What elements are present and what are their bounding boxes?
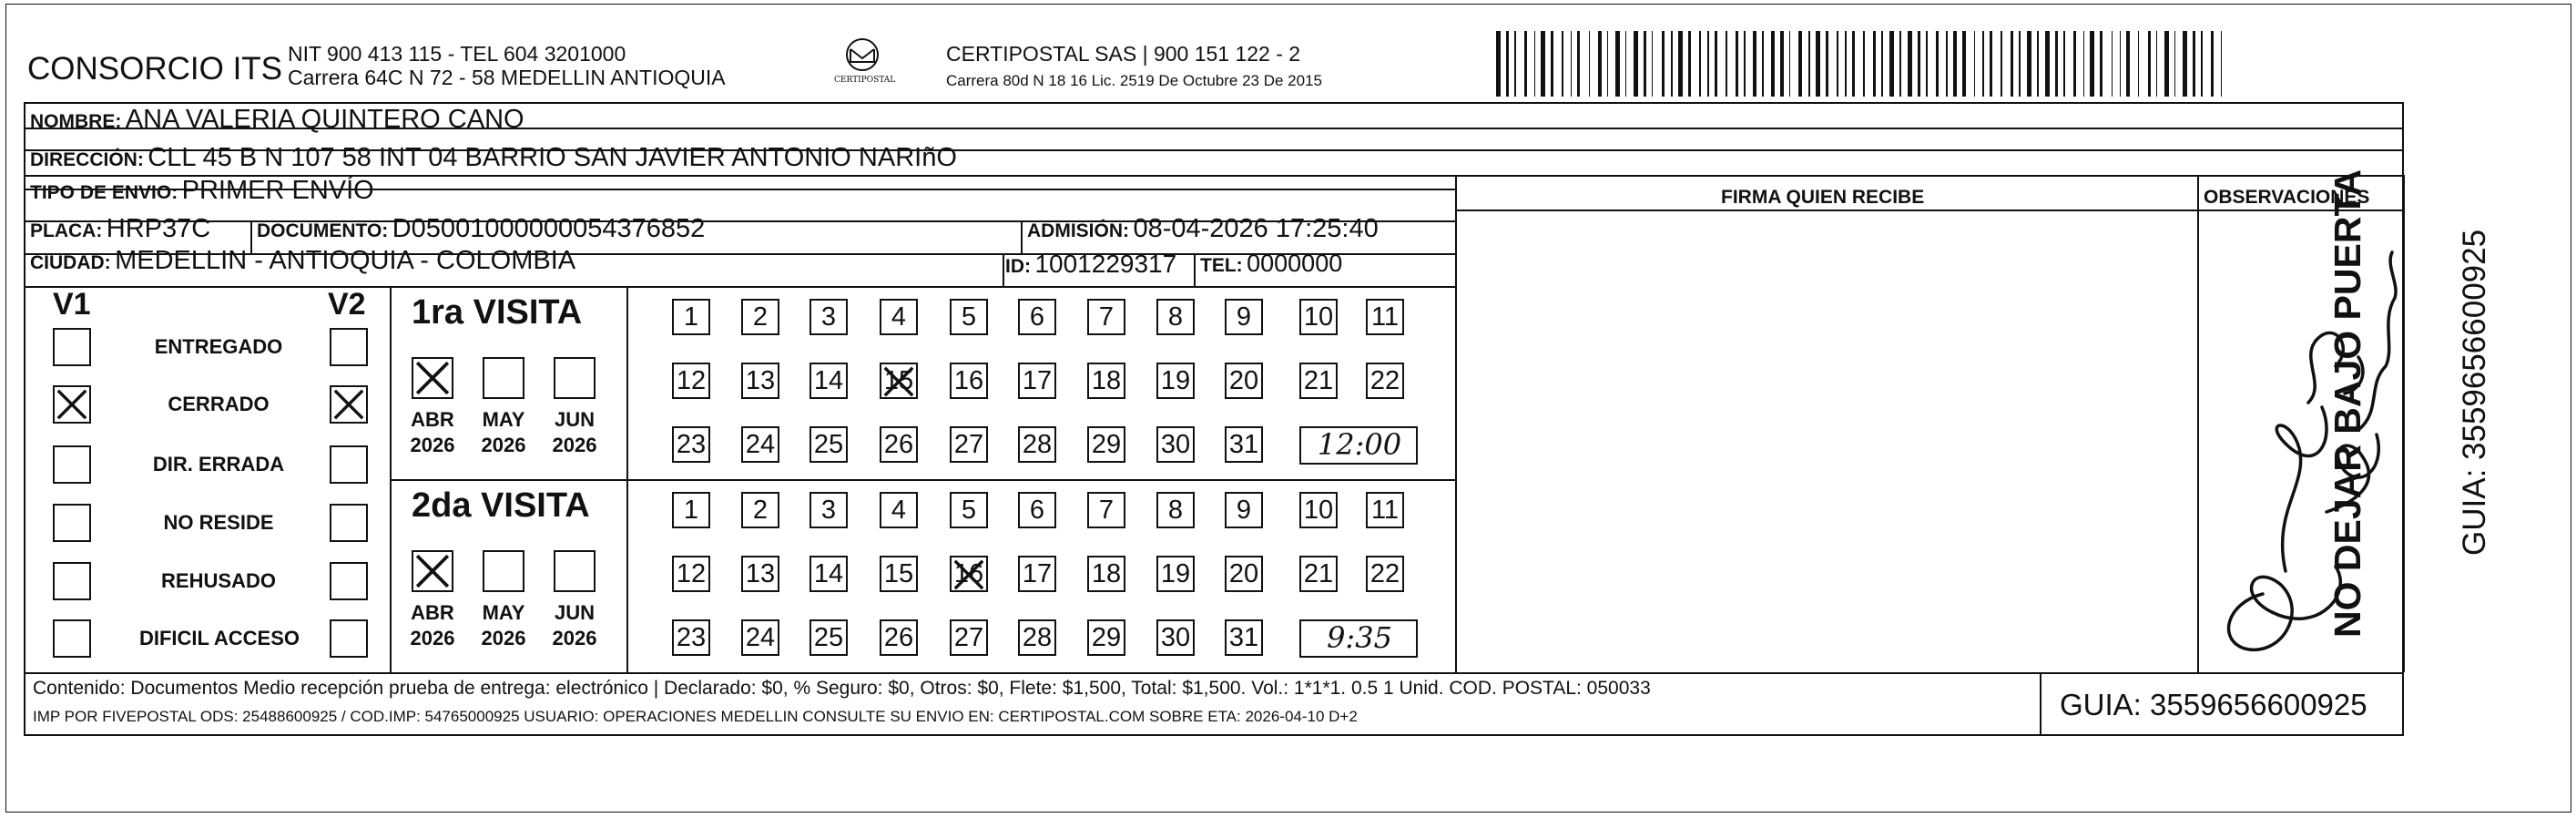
barcode-bar <box>1982 31 1984 97</box>
x-mark-icon <box>952 557 986 592</box>
barcode-bar <box>1837 31 1838 97</box>
barcode-bar <box>1652 31 1654 97</box>
tel-value: 0000000 <box>1247 250 1343 277</box>
month-year: 2026 <box>481 627 526 649</box>
barcode-bar <box>1496 31 1501 97</box>
day-box: 1 <box>672 299 710 335</box>
day-box: 16 <box>950 556 988 592</box>
barcode-bar <box>1816 31 1820 97</box>
day-box: 22 <box>1366 556 1404 592</box>
status-v1-checkbox <box>53 504 91 542</box>
barcode-bar <box>1845 31 1847 97</box>
observaciones-header: OBSERVACIONES <box>2204 187 2370 208</box>
day-box: 14 <box>809 556 848 592</box>
x-mark-icon <box>55 387 89 422</box>
day-box: 17 <box>1018 363 1056 399</box>
ciudad-label: CIUDAD: <box>30 252 111 273</box>
barcode-bar <box>2126 31 2129 97</box>
barcode-bar <box>1889 31 1894 97</box>
barcode-bar <box>2120 31 2122 97</box>
barcode-bar <box>1852 31 1855 97</box>
month-year: 2026 <box>552 627 597 649</box>
day-box: 25 <box>809 426 848 463</box>
barcode-bar <box>2001 31 2002 97</box>
status-label: REHUSADO <box>161 569 276 592</box>
handwritten-signature <box>2199 211 2403 672</box>
ciudad-value: MEDELLIN - ANTIOQUIA - COLOMBIA <box>115 246 576 275</box>
time-box <box>1299 426 1418 465</box>
id-value: 1001229317 <box>1034 250 1177 278</box>
certipostal-logo <box>830 36 894 95</box>
barcode-bar <box>2055 31 2058 97</box>
day-box: 28 <box>1018 619 1056 656</box>
barcode-bar <box>1541 31 1545 97</box>
month-label: JUN <box>554 601 595 624</box>
handwritten-time: 12:00 <box>1317 427 1402 462</box>
barcode-bar <box>2183 31 2187 97</box>
status-label: ENTREGADO <box>154 335 283 358</box>
month-label: ABR <box>411 408 454 431</box>
barcode-bar <box>1571 31 1573 97</box>
visit-title: 2da VISITA <box>412 486 590 525</box>
day-box: 24 <box>741 426 779 463</box>
row-divider <box>390 479 1457 481</box>
barcode-bar <box>1808 31 1810 97</box>
month-year: 2026 <box>410 434 455 456</box>
v1-header: V1 <box>53 287 91 322</box>
day-box: 15 <box>880 363 918 399</box>
row-divider <box>24 175 2404 177</box>
day-box: 9 <box>1225 492 1263 528</box>
barcode-bar <box>1506 31 1509 97</box>
status-label: NO RESIDE <box>163 511 274 534</box>
documento-value: D05001000000054376852 <box>392 214 706 243</box>
barcode-bar <box>1736 31 1738 97</box>
barcode-bar <box>1634 31 1638 97</box>
month-checkbox <box>483 550 524 592</box>
day-box: 25 <box>809 619 848 656</box>
barcode-bar <box>2083 31 2085 97</box>
company-name: CONSORCIO ITS <box>27 51 283 87</box>
day-box: 6 <box>1018 492 1056 528</box>
day-box: 19 <box>1156 556 1195 592</box>
barcode-bar <box>1688 31 1691 97</box>
day-box: 12 <box>672 556 710 592</box>
day-box: 13 <box>741 556 779 592</box>
day-box: 1 <box>672 492 710 528</box>
day-box: 20 <box>1225 363 1263 399</box>
day-box: 8 <box>1156 299 1195 335</box>
carrier-info: CERTIPOSTAL SAS | 900 151 122 - 2 <box>946 42 1301 66</box>
day-box: 31 <box>1225 619 1263 656</box>
main-form-border <box>24 102 2404 736</box>
barcode-bar <box>2090 31 2094 97</box>
barcode-bar <box>1678 31 1683 97</box>
barcode-bar <box>2193 31 2195 97</box>
barcode-bar <box>1662 31 1665 97</box>
barcode-bar <box>2174 31 2176 97</box>
day-box: 7 <box>1087 492 1125 528</box>
status-v1-checkbox <box>53 385 91 424</box>
barcode-bar <box>1863 31 1865 97</box>
barcode-bar <box>2027 31 2031 97</box>
barcode-bar <box>1625 31 1627 97</box>
x-mark-icon <box>413 359 452 397</box>
barcode-bar <box>1873 31 1876 97</box>
barcode <box>1496 31 2225 97</box>
month-checkbox <box>412 357 453 399</box>
placa-row <box>30 216 210 242</box>
row-divider <box>24 286 1457 288</box>
barcode-bar <box>1615 31 1620 97</box>
day-box: 4 <box>880 299 918 335</box>
day-box: 27 <box>950 619 988 656</box>
month-checkbox <box>412 550 453 592</box>
barcode-bar <box>1899 31 1901 97</box>
day-box: 18 <box>1087 363 1125 399</box>
barcode-bar <box>1598 31 1601 97</box>
barcode-bar <box>1780 31 1783 97</box>
col-divider <box>2040 672 2041 736</box>
barcode-bar <box>1826 31 1828 97</box>
footer-guia: GUIA: 3559656600925 <box>2060 688 2367 721</box>
nit-phone: NIT 900 413 115 - TEL 604 3201000 <box>288 42 626 66</box>
barcode-bar <box>1946 31 1948 97</box>
month-label: MAY <box>482 601 525 624</box>
day-box: 31 <box>1225 426 1263 463</box>
direccion-row <box>30 145 957 171</box>
day-box: 3 <box>809 492 848 528</box>
direccion-label: DIRECCIÓN: <box>30 149 144 170</box>
barcode-bar <box>1589 31 1591 97</box>
month-year: 2026 <box>552 434 597 456</box>
tipo-label: TIPO DE ENVIO: <box>30 182 178 203</box>
barcode-bar <box>1644 31 1646 97</box>
status-v2-checkbox <box>330 385 368 424</box>
barcode-bar <box>1881 31 1883 97</box>
barcode-bar <box>2045 31 2050 97</box>
month-checkbox <box>554 357 596 399</box>
nombre-value: ANA VALERIA QUINTERO CANO <box>125 105 524 134</box>
barcode-bar <box>1607 31 1609 97</box>
status-v2-checkbox <box>330 504 368 542</box>
barcode-bar <box>1671 31 1673 97</box>
barcode-bar <box>2073 31 2076 97</box>
day-box: 10 <box>1299 299 1338 335</box>
barcode-bar <box>2100 31 2103 97</box>
day-box: 24 <box>741 619 779 656</box>
x-mark-icon <box>881 364 916 399</box>
status-v1-checkbox <box>53 328 91 366</box>
barcode-bar <box>2148 31 2151 97</box>
barcode-bar <box>1908 31 1912 97</box>
barcode-bar <box>2201 31 2203 97</box>
side-guia: GUIA: 3559656600925 <box>2457 229 2492 556</box>
day-box: 20 <box>1225 556 1263 592</box>
day-box: 19 <box>1156 363 1195 399</box>
day-box: 2 <box>741 492 779 528</box>
status-v2-checkbox <box>330 562 368 600</box>
logo-text: CERTIPOSTAL <box>834 76 896 85</box>
day-box: 10 <box>1299 492 1338 528</box>
day-box: 5 <box>950 492 988 528</box>
x-mark-icon <box>413 552 452 590</box>
direccion-value: CLL 45 B N 107 58 INT 04 BARRIO SAN JAVIER ANTONIO NARIñO <box>148 143 957 172</box>
barcode-bar <box>1744 31 1746 97</box>
day-box: 29 <box>1087 619 1125 656</box>
barcode-bar <box>2156 31 2158 97</box>
day-box: 15 <box>880 556 918 592</box>
status-label: DIR. ERRADA <box>152 453 285 475</box>
barcode-bar <box>1715 31 1717 97</box>
status-v2-checkbox <box>330 445 368 484</box>
status-v1-checkbox <box>53 619 91 658</box>
day-box: 16 <box>950 363 988 399</box>
day-box: 23 <box>672 619 710 656</box>
day-box: 30 <box>1156 619 1195 656</box>
month-checkbox <box>483 357 524 399</box>
footer-contents: Contenido: Documentos Medio recepción prueba de entrega: electrónico | Declarado: $0, % Seguro: $0, Otros: $0, Flete: $1,500, Total: $1,500. Vol.: 1*1*1. 0.5 1 Unid. COD. POSTAL: 050033 <box>33 678 1651 699</box>
day-box: 7 <box>1087 299 1125 335</box>
month-checkbox <box>554 550 596 592</box>
day-box: 29 <box>1087 426 1125 463</box>
documento-label: DOCUMENTO: <box>257 220 389 241</box>
day-box: 13 <box>741 363 779 399</box>
day-box: 22 <box>1366 363 1404 399</box>
day-box: 26 <box>880 619 918 656</box>
documento-row <box>257 216 705 242</box>
barcode-bar <box>1707 31 1709 97</box>
x-mark-icon <box>331 387 366 422</box>
day-box: 21 <box>1299 363 1338 399</box>
barcode-bar <box>2164 31 2169 97</box>
visit-title: 1ra VISITA <box>412 293 583 332</box>
time-box <box>1299 619 1418 658</box>
carrier-license: Carrera 80d N 18 16 Lic. 2519 De Octubre 23 De 2015 <box>946 72 1322 89</box>
tel-label: TEL: <box>1200 255 1243 276</box>
day-box: 8 <box>1156 492 1195 528</box>
day-box: 4 <box>880 492 918 528</box>
barcode-bar <box>1990 31 1992 97</box>
day-box: 26 <box>880 426 918 463</box>
barcode-bar <box>1524 31 1527 97</box>
barcode-bar <box>2112 31 2113 97</box>
admision-row <box>1027 216 1379 242</box>
footer-print-info: IMP POR FIVEPOSTAL ODS: 25488600925 / COD.IMP: 54765000925 USUARIO: OPERACIONES MEDELLIN CONSULTE SU ENVIO EN: CERTIPOSTAL.COM SOBRE ETA: 2026-04-10 D+2 <box>33 708 1358 725</box>
barcode-bar <box>2211 31 2214 97</box>
day-box: 14 <box>809 363 848 399</box>
day-box: 23 <box>672 426 710 463</box>
barcode-bar <box>2037 31 2039 97</box>
nombre-label: NOMBRE: <box>30 111 122 132</box>
placa-label: PLACA: <box>30 220 103 241</box>
tipo-row <box>30 178 374 204</box>
status-label: DIFICIL ACCESO <box>138 627 300 649</box>
admision-value: 08-04-2026 17:25:40 <box>1133 214 1379 243</box>
barcode-bar <box>1918 31 1920 97</box>
col-divider <box>2403 175 2405 672</box>
month-label: ABR <box>411 601 454 624</box>
barcode-bar <box>1953 31 1958 97</box>
barcode-bar <box>1562 31 1563 97</box>
day-box: 2 <box>741 299 779 335</box>
day-box: 18 <box>1087 556 1125 592</box>
tel-row <box>1200 251 1342 276</box>
day-box: 9 <box>1225 299 1263 335</box>
day-box: 28 <box>1018 426 1056 463</box>
barcode-bar <box>1974 31 1976 97</box>
barcode-bar <box>1534 31 1536 97</box>
col-divider <box>1455 175 1457 672</box>
day-box: 11 <box>1366 299 1404 335</box>
admision-label: ADMISIÓN: <box>1027 220 1129 241</box>
ciudad-row <box>30 248 575 274</box>
day-box: 27 <box>950 426 988 463</box>
handwritten-time: 9:35 <box>1327 620 1392 655</box>
barcode-bar <box>1514 31 1516 97</box>
status-v1-checkbox <box>53 562 91 600</box>
company-address: Carrera 64C N 72 - 58 MEDELLIN ANTIOQUIA <box>288 66 726 89</box>
barcode-bar <box>1798 31 1801 97</box>
tipo-value: PRIMER ENVÍO <box>181 176 374 205</box>
day-box: 12 <box>672 363 710 399</box>
barcode-bar <box>1753 31 1757 97</box>
col-divider <box>1003 253 1004 286</box>
barcode-bar <box>1699 31 1701 97</box>
firma-header: FIRMA QUIEN RECIBE <box>1721 187 1925 208</box>
status-v2-checkbox <box>330 619 368 658</box>
month-year: 2026 <box>481 434 526 456</box>
barcode-bar <box>1936 31 1939 97</box>
barcode-bar <box>1962 31 1965 97</box>
barcode-bar <box>1926 31 1928 97</box>
barcode-bar <box>2063 31 2065 97</box>
col-divider <box>1194 253 1196 286</box>
day-box: 5 <box>950 299 988 335</box>
v2-header: V2 <box>328 287 366 322</box>
day-box: 6 <box>1018 299 1056 335</box>
col-divider <box>1021 220 1023 253</box>
id-row <box>1005 251 1176 277</box>
day-box: 11 <box>1366 492 1404 528</box>
barcode-bar <box>2019 31 2021 97</box>
barcode-bar <box>1771 31 1776 97</box>
day-box: 3 <box>809 299 848 335</box>
day-box: 21 <box>1299 556 1338 592</box>
barcode-bar <box>1762 31 1764 97</box>
month-label: JUN <box>554 408 595 431</box>
month-label: MAY <box>482 408 525 431</box>
day-box: 17 <box>1018 556 1056 592</box>
nombre-row <box>30 107 524 133</box>
status-v1-checkbox <box>53 445 91 484</box>
barcode-bar <box>2138 31 2140 97</box>
day-box: 30 <box>1156 426 1195 463</box>
placa-value: HRP37C <box>106 214 211 243</box>
barcode-bar <box>1789 31 1791 97</box>
barcode-bar <box>1726 31 1727 97</box>
barcode-bar <box>1577 31 1580 97</box>
month-year: 2026 <box>410 627 455 649</box>
barcode-bar <box>1551 31 1553 97</box>
id-label: ID: <box>1005 256 1031 277</box>
row-divider <box>24 672 2404 674</box>
status-label: CERRADO <box>168 393 270 415</box>
status-v2-checkbox <box>330 328 368 366</box>
barcode-bar <box>2011 31 2013 97</box>
no-dejar-bajo-puerta: NO DEJAR BAJO PUERTA <box>2327 169 2368 638</box>
barcode-bar <box>2221 31 2223 97</box>
